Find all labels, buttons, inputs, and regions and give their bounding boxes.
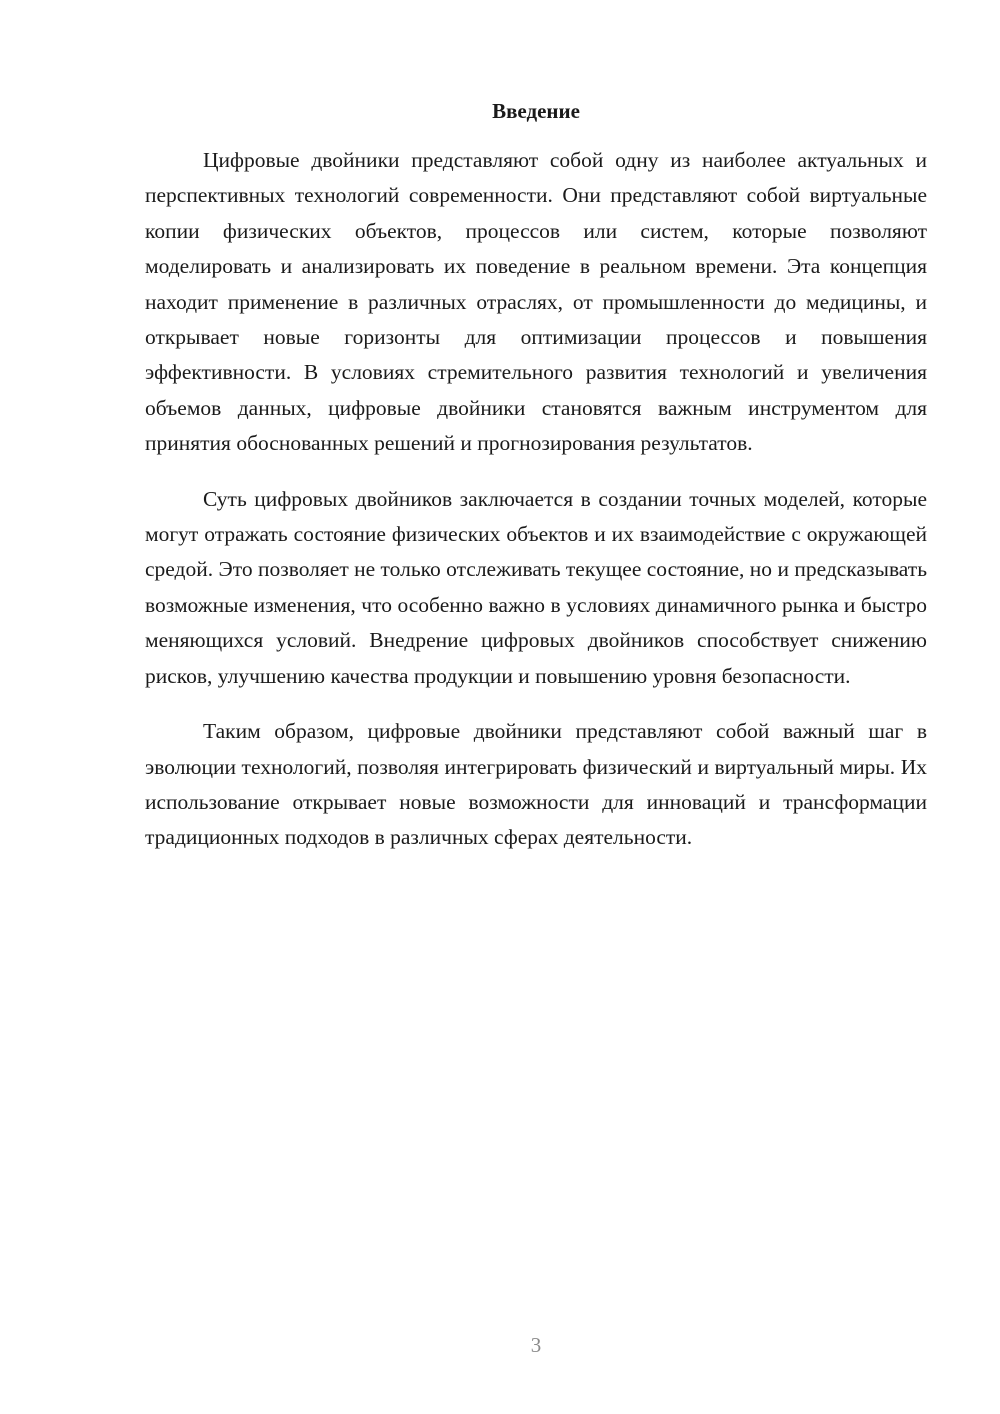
page-number: 3 (530, 1333, 542, 1357)
section-heading: Введение (492, 99, 580, 123)
paragraph-2: Суть цифровых двойников заключается в создании точных моделей, которые могут отражать состояние физических объектов и их взаимодействие с окружающей средой. Это позволяет не только отслеживать текущее состояние, но и предсказывать возможные изменения, что особенно важно в условиях динамичного рынка и быстро меняющихся условий. Внедрение цифровых двойников способствует снижению рисков, улучшению качества продукции и повышению уровня безопасности. (145, 486, 927, 688)
paragraph-1: Цифровые двойники представляют собой одну из наиболее актуальных и перспективных технологий современности. Они представляют собой виртуальные копии физических объектов, процессов или систем, которые позволяют моделировать и анализировать их поведение в реальном времени. Эта концепция находит применение в различных отраслях, от промышленности до медицины, и открывает новые горизонты для оптимизации процессов и повышения эффективности. В условиях стремительного развития технологий и увеличения объемов данных, цифровые двойники становятся важным инструментом для принятия обоснованных решений и прогнозирования результатов. (145, 148, 927, 456)
body-text (145, 143, 927, 876)
paragraph-3: Таким образом, цифровые двойники представляют собой важный шаг в эволюции технологий, позволяя интегрировать физический и виртуальный миры. Их использование открывает новые возможности для инноваций и трансформации традиционных подходов в различных сферах деятельности. (145, 719, 927, 850)
